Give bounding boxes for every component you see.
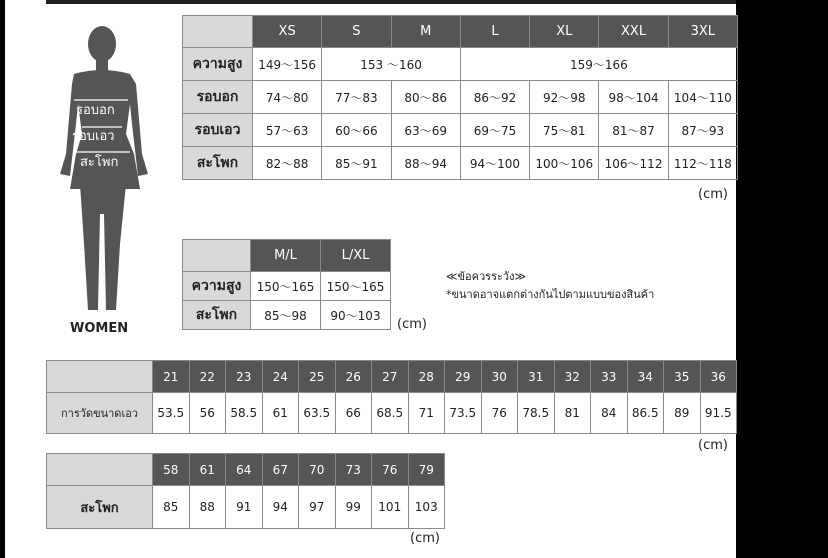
table-cell: 101 — [372, 486, 409, 529]
table-cell: 149〜156 — [253, 48, 322, 81]
hip-table-unit: (cm) — [410, 531, 440, 546]
column-header: 76 — [372, 454, 409, 486]
table-cell: 76 — [481, 393, 518, 434]
table-cell: 85 — [153, 486, 190, 529]
table-cell: 88〜94 — [391, 147, 460, 180]
table-cell: 99 — [335, 486, 372, 529]
notice-title: ≪ข้อควรระวัง≫ — [446, 270, 526, 283]
column-header: 79 — [408, 454, 445, 486]
combo-size-table — [182, 239, 391, 330]
hip-measurement-table — [46, 453, 445, 529]
column-header: 73 — [335, 454, 372, 486]
table-cell: 57〜63 — [253, 114, 322, 147]
corner-cell — [183, 16, 253, 48]
table-cell: 104〜110 — [668, 81, 737, 114]
column-header: 33 — [591, 361, 628, 393]
table-row — [183, 48, 738, 81]
table-cell: 100〜106 — [530, 147, 599, 180]
column-header: 3XL — [668, 16, 737, 48]
corner-cell — [183, 240, 251, 272]
column-header: 25 — [299, 361, 336, 393]
waist-measurement-table — [46, 360, 737, 434]
column-header: XXL — [599, 16, 668, 48]
table-cell: 150〜165 — [251, 272, 321, 301]
table-cell: 81 — [554, 393, 591, 434]
table-row — [183, 114, 738, 147]
table-cell: 159〜166 — [460, 48, 737, 81]
table-row — [183, 272, 391, 301]
table-cell: 61 — [262, 393, 299, 434]
corner-cell — [47, 454, 153, 486]
table-cell: 91.5 — [700, 393, 737, 434]
notice-text: *ขนาดอาจแตกต่างกันไปตามแบบของสินค้า — [446, 288, 655, 301]
waist-table-unit: (cm) — [698, 438, 728, 453]
table-cell: 56 — [189, 393, 226, 434]
column-header: 35 — [664, 361, 701, 393]
table-cell: 106〜112 — [599, 147, 668, 180]
table-cell: 90〜103 — [321, 301, 391, 330]
table-cell: 77〜83 — [322, 81, 391, 114]
column-header: 58 — [153, 454, 190, 486]
table-cell: 85〜98 — [251, 301, 321, 330]
column-header: 29 — [445, 361, 482, 393]
header-row — [47, 361, 737, 393]
row-header: สะโพก — [183, 147, 253, 180]
table-cell: 98〜104 — [599, 81, 668, 114]
table-cell: 94〜100 — [460, 147, 529, 180]
table-cell: 89 — [664, 393, 701, 434]
woman-figure-icon — [50, 14, 160, 314]
table-cell: 112〜118 — [668, 147, 737, 180]
corner-cell — [47, 361, 153, 393]
top-rule — [46, 0, 736, 4]
column-header: XL — [530, 16, 599, 48]
table-cell: 91 — [226, 486, 263, 529]
table-cell: 153 〜160 — [322, 48, 461, 81]
table-cell: 88 — [189, 486, 226, 529]
row-header: ความสูง — [183, 272, 251, 301]
table-cell: 71 — [408, 393, 445, 434]
table-cell: 53.5 — [153, 393, 190, 434]
row-header: ความสูง — [183, 48, 253, 81]
column-header: M — [391, 16, 460, 48]
column-header: 24 — [262, 361, 299, 393]
table-cell: 85〜91 — [322, 147, 391, 180]
row-header: รอบอก — [183, 81, 253, 114]
column-header: L/XL — [321, 240, 391, 272]
table-cell: 69〜75 — [460, 114, 529, 147]
table-cell: 92〜98 — [530, 81, 599, 114]
column-header: 31 — [518, 361, 555, 393]
table-cell: 150〜165 — [321, 272, 391, 301]
table-cell: 68.5 — [372, 393, 409, 434]
column-header: 34 — [627, 361, 664, 393]
column-header: 30 — [481, 361, 518, 393]
row-header: สะโพก — [183, 301, 251, 330]
column-header: 64 — [226, 454, 263, 486]
table-cell: 74〜80 — [253, 81, 322, 114]
gender-label: WOMEN — [70, 321, 129, 336]
column-header: XS — [253, 16, 322, 48]
table-cell: 63〜69 — [391, 114, 460, 147]
table-cell: 94 — [262, 486, 299, 529]
size-chart-unit: (cm) — [698, 187, 728, 202]
header-row — [183, 240, 391, 272]
column-header: M/L — [251, 240, 321, 272]
column-header: 27 — [372, 361, 409, 393]
table-cell: 82〜88 — [253, 147, 322, 180]
table-cell: 58.5 — [226, 393, 263, 434]
table-cell: 78.5 — [518, 393, 555, 434]
figure-label-bust: รอบอก — [76, 103, 115, 118]
table-row — [183, 147, 738, 180]
column-header: 22 — [189, 361, 226, 393]
column-header: 26 — [335, 361, 372, 393]
column-header: 61 — [189, 454, 226, 486]
table-cell: 86.5 — [627, 393, 664, 434]
table-row — [183, 81, 738, 114]
row-header: การวัดขนาดเอว — [47, 393, 153, 434]
table-cell: 66 — [335, 393, 372, 434]
column-header: L — [460, 16, 529, 48]
column-header: 21 — [153, 361, 190, 393]
column-header: 28 — [408, 361, 445, 393]
row-header: รอบเอว — [183, 114, 253, 147]
table-cell: 86〜92 — [460, 81, 529, 114]
left-border — [0, 0, 5, 558]
figure-label-waist: รอบเอว — [72, 129, 115, 144]
combo-size-unit: (cm) — [397, 317, 427, 332]
table-cell: 97 — [299, 486, 336, 529]
table-cell: 60〜66 — [322, 114, 391, 147]
table-cell: 63.5 — [299, 393, 336, 434]
right-border — [736, 0, 828, 558]
table-cell: 87〜93 — [668, 114, 737, 147]
header-row — [183, 16, 738, 48]
table-row — [183, 301, 391, 330]
header-row — [47, 454, 445, 486]
table-cell: 75〜81 — [530, 114, 599, 147]
table-cell: 81〜87 — [599, 114, 668, 147]
column-header: 70 — [299, 454, 336, 486]
column-header: 32 — [554, 361, 591, 393]
table-row — [47, 393, 737, 434]
figure-label-hip: สะโพก — [80, 155, 119, 170]
column-header: 23 — [226, 361, 263, 393]
row-header: สะโพก — [47, 486, 153, 529]
table-cell: 73.5 — [445, 393, 482, 434]
table-row — [47, 486, 445, 529]
size-chart-table — [182, 15, 738, 180]
column-header: 67 — [262, 454, 299, 486]
column-header: 36 — [700, 361, 737, 393]
column-header: S — [322, 16, 391, 48]
table-cell: 80〜86 — [391, 81, 460, 114]
table-cell: 103 — [408, 486, 445, 529]
table-cell: 84 — [591, 393, 628, 434]
